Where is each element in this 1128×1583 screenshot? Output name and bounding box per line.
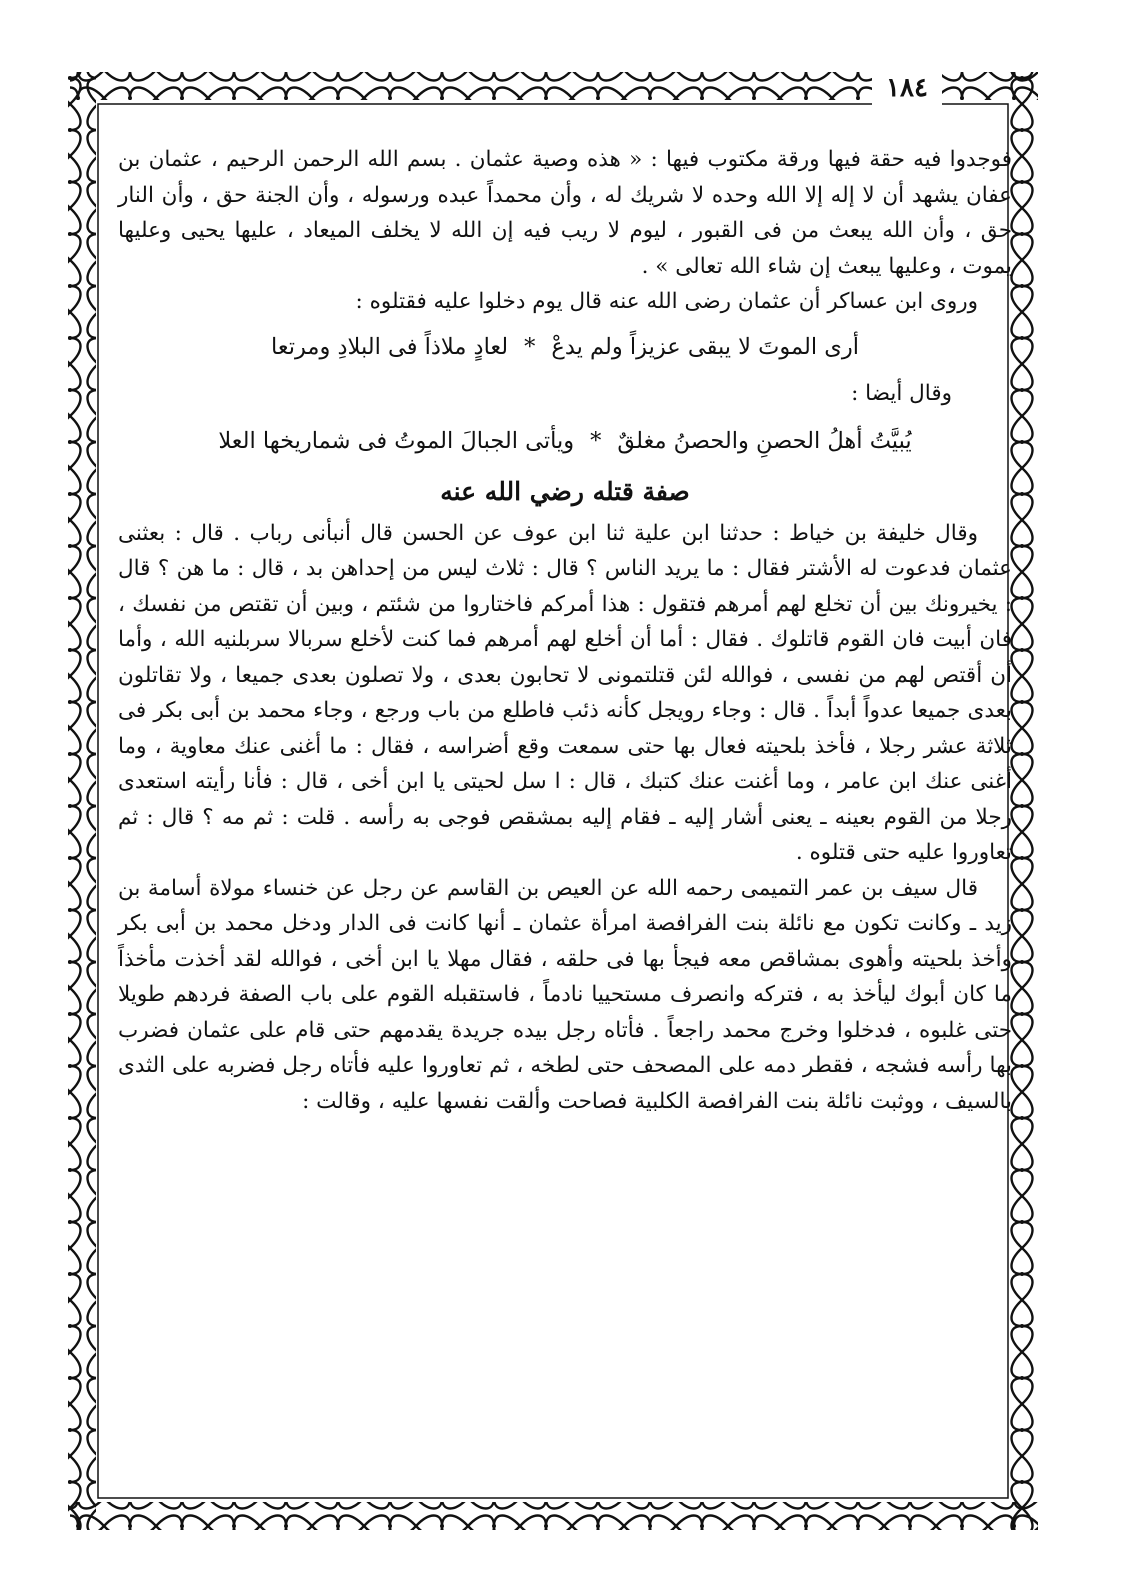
section-heading: صفة قتله رضي الله عنه	[440, 476, 690, 506]
verse-1	[118, 320, 1012, 374]
paragraph-sayf: قال سيف بن عمر التميمى رحمه الله عن العيص بن القاسم عن رجل عن خنساء مولاة أسامة بن زيد ـ وكانت تكون مع نائلة بنت الفرافصة امرأة عثمان ـ أنها كانت فى الدار ودخل محمد بن أبى بكر وأخذ بلحيته وأهوى بمشاقص معه فيجأ بها فى حلقه ، فقال مهلا يا ابن أخى ، فوالله لقد أخذت مأخذاً ما كان أبوك ليأخذ به ، فتركه وانصرف مستحييا نادماً ، فاستقبله القوم على باب الصفة فردهم طويلا حتى غلبوه ، فدخلوا وخرج محمد راجعاً . فأتاه رجل بيده جريدة يقدمهم حتى قام على عثمان فضرب بها رأسه فشجه ، فقطر دمه على المصحف حتى لطخه ، ثم تعاوروا عليه فأتاه رجل فضربه على الثدى بالسيف ، ووثبت نائلة بنت الفرافصة الكلبية فصاحت وألقت نفسها عليه ، وقالت :	[118, 875, 1012, 1114]
page-number: ١٨٤	[872, 70, 942, 106]
verse-2-second-hemistich: ويأتى الجبالَ الموتُ فى شماريخها العلا	[218, 427, 575, 454]
verse-1-first-hemistich: أرى الموتَ لا يبقى عزيزاً ولم يدعْ	[551, 333, 859, 360]
verse-2-first-hemistich: يُبيَّتُ أهلُ الحصنِ والحصنُ مغلقٌ	[617, 427, 912, 454]
paragraph-also-said: وقال أيضا :	[851, 380, 952, 406]
page-content	[118, 142, 1012, 1497]
verse-2	[118, 414, 1012, 468]
verse-1-separator: *	[524, 333, 536, 360]
verse-2-separator: *	[590, 427, 602, 454]
paragraph-ibn-asakir: وروى ابن عساكر أن عثمان رضى الله عنه قال يوم دخلوا عليه فقتلوه :	[355, 289, 978, 314]
paragraph-will: فوجدوا فيه حقة فيها ورقة مكتوب فيها : « هذه وصية عثمان . بسم الله الرحمن الرحيم ، عثمان بن عفان يشهد أن لا إله إلا الله وحده لا شريك له ، وأن محمداً عبده ورسوله ، وأن الجنة حق ، وأن النار حق ، وأن الله يبعث من فى القبور ، ليوم لا ريب فيه إن الله لا يخلف الميعاد ، عليها يحيى وعليها يموت ، وعليها يبعث إن شاء الله تعالى » .	[118, 147, 1012, 279]
verse-1-second-hemistich: لعادٍ ملاذاً فى البلادِ ومرتعا	[271, 333, 509, 360]
paragraph-khalifa: وقال خليفة بن خياط : حدثنا ابن علية ثنا ابن عوف عن الحسن قال أنبأنى رباب . قال : بعثنى عثمان فدعوت له الأشتر فقال : ما يريد الناس ؟ قال : ثلاث ليس من إحداهن بد ، قال : ما هن ؟ قال : يخيرونك بين أن تخلع لهم أمرهم فتقول : هذا أمركم فاختاروا من شئتم ، وبين أن تقتص من نفسك ، فان أبيت فان القوم قاتلوك . فقال : أما أن أخلع لهم أمرهم فما كنت لأخلع سربالا سربلنيه الله ، وأما أن أقتص لهم من نفسى ، فوالله لئن قتلتمونى لا تحابون بعدى ، ولا تصلون بعدى جميعا ، ولا تقاتلون بعدى جميعا عدواً أبداً . قال : وجاء رويجل كأنه ذئب فاطلع من باب ورجع ، وجاء محمد بن أبى بكر فى ثلاثة عشر رجلا ، فأخذ بلحيته فعال بها حتى سمعت وقع أضراسه ، فقال : ما أغنى عنك معاوية ، وما أغنى عنك ابن عامر ، وما أغنت عنك كتبك ، قال : ا سل لحيتى يا ابن أخى ، قال : فأنا رأيته استعدى رجلا من القوم بعينه ـ يعنى أشار إليه ـ فقام إليه بمشقص فوجى به رأسه . قلت : ثم مه ؟ قال : ثم تعاوروا عليه حتى قتلوه .	[118, 520, 1012, 865]
